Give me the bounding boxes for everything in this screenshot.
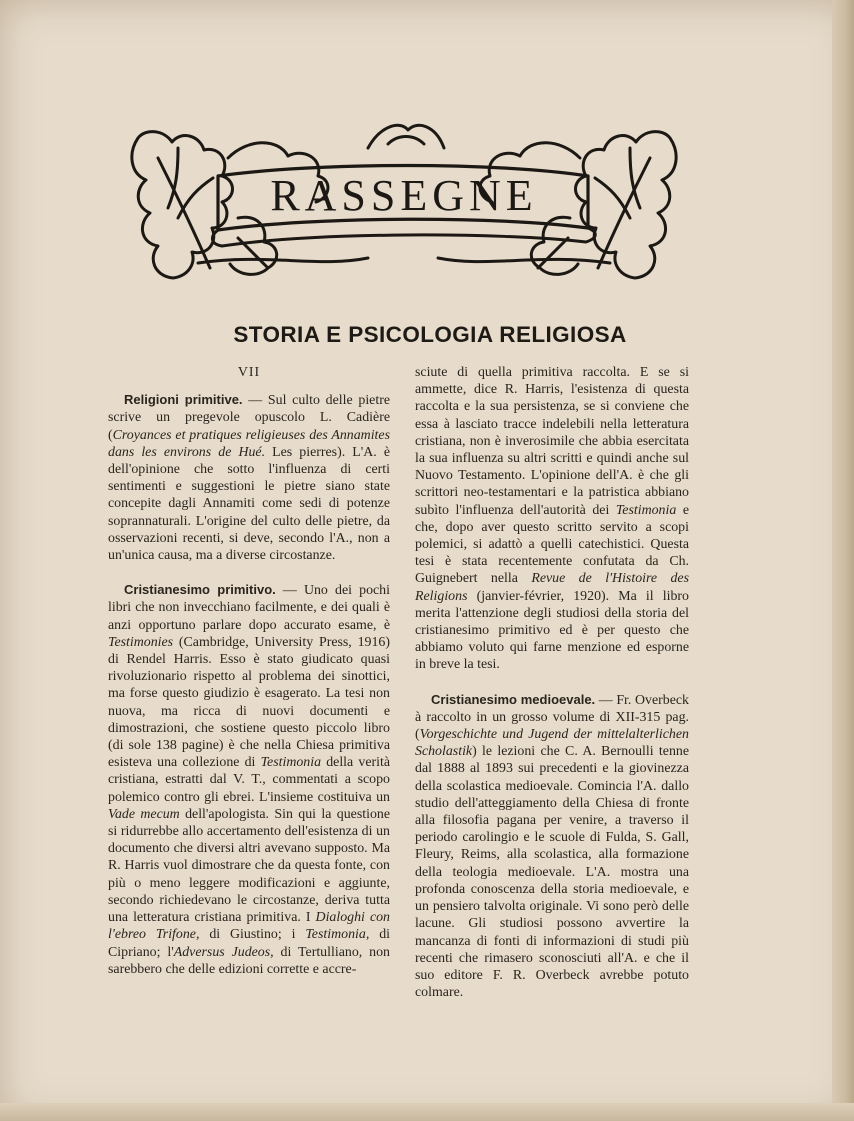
page-bottom-edge xyxy=(0,1103,854,1121)
paragraph-heading: Religioni primitive. xyxy=(124,392,243,408)
paragraph-religioni-primitive: Religioni primitive. — Sul culto delle pietre scrive un pregevole opuscolo L. Cadière (Croyances et pratiques religieuses des Annamites dans les environs de Hué. Les pierres). L'A. è dell'opinione che sotto l'influenza di certi sentimenti e suggestioni le pietre siano state concepite dagli Annamiti come sedi di potenze soprannaturali. L'origine del culto delle pietre, da osservazioni recenti, si deve, secondo l'A., non a un'unica causa, ma a diverse circostanze. xyxy=(108,392,391,564)
paragraph-continuation: sciute di quella primitiva raccolta. E se si ammette, dice R. Harris, l'esistenza di questa raccolta e la sua persistenza, se si conviene che essa à lasciato tracce indelebili nella letteratura cristiana, non è inverosimile che abbia esercitata la sua influenza su altri scritti e quindi anche sul Nuovo Testamento. L'opinione dell'A. è che gli scrittori neo-testamentari e la patristica abbiano subìto l'influenza dell'autorità dei Testimonia e che, dopo aver questo scritto servito a scopi polemici, si adattò a quelli catechistici. Questa tesi è stata recentemente confutata da Ch. Guignebert nella Revue de l'Histoire des Religions (janvier-février, 1920). Ma il libro merita l'attenzione degli studiosi della storia del cristianesimo primitivo ed è per questo che abbiamo voluto qui farne menzione ed esporne in breve la tesi. xyxy=(415,365,689,673)
banner-title: RASSEGNE xyxy=(270,171,538,220)
paragraph-cristianesimo-primitivo: Cristianesimo primitivo. — Uno dei pochi libri che non invecchiano facilmente, e dei quali è anzi opportuno parlare dopo accurato esame, è Testimonies (Cambridge, University Press, 1916) di Rendel Harris. Esso è stato giudicato quasi rivoluzionario rispetto al problema dei sinottici, ma forse questo giudizio è esagerato. La tesi non nuova, ma ricca di nuovi documenti e dimostrazioni, che sostiene questo piccolo libro (di sole 138 pagine) è che nella Chiesa primitiva esisteva una collezione di Testimonia della verità cristiana, estratti dal V. T., commentati a scopo polemico contro gli ebrei. L'insieme costituiva un Vade mecum dell'apologista. Sin qui la questione si ridurrebbe allo accertamento dell'esistenza di un documento che diversi altri avevano supposto. Ma R. Harris vuol dimostrare che da questa fonte, con più o meno leggere modificazioni e aggiunte, secondo richiedevano le circostanze, deriva tutta una letteratura cristiana primitiva. I Dialoghi con l'ebreo Trifone, di Giustino; i Testimonia, di Cipriano; l'Adversus Judeos, di Tertulliano, non sarebbero che delle edizioni corrette e accre- xyxy=(108,582,391,977)
page-edge xyxy=(832,0,854,1121)
paragraph-heading: Cristianesimo primitivo. xyxy=(124,582,276,598)
right-column xyxy=(415,364,689,1001)
rassegne-banner-illustration xyxy=(118,118,690,290)
section-number: VII xyxy=(237,365,261,380)
section-title: STORIA E PSICOLOGIA RELIGIOSA xyxy=(233,322,627,347)
left-column xyxy=(108,364,390,978)
paragraph-heading: Cristianesimo medioevale. xyxy=(431,691,596,707)
paragraph-cristianesimo-medioevale: Cristianesimo medioevale. — Fr. Overbeck à raccolto in un grosso volume di XII-315 pag. (Vorgeschichte und Jugend der mittelalterlichen Scholastik) le lezioni che C. A. Bernoulli tenne dal 1888 al 1893 sui precedenti e la giovinezza della scolastica medioevale. Comincia l'A. dallo studio dell'atteggiamento della Chiesa di fronte alla filosofia pagana per venire, a traverso il periodo carolingio e le scuole di Fulda, S. Gall, Fleury, Reims, alla scolastica, alla formazione della teologia medioevale. L'A. mostra una profonda conoscenza della storia medioevale, e un pensiero talvolta originale. Vi sono però delle lacune. Gli studiosi possono avvertire la mancanza di fonti di informazioni di studi più recenti che rimasero sconosciuti all'A. e che il suo editore F. R. Overbeck avrebbe potuto colmare. xyxy=(415,691,689,1001)
